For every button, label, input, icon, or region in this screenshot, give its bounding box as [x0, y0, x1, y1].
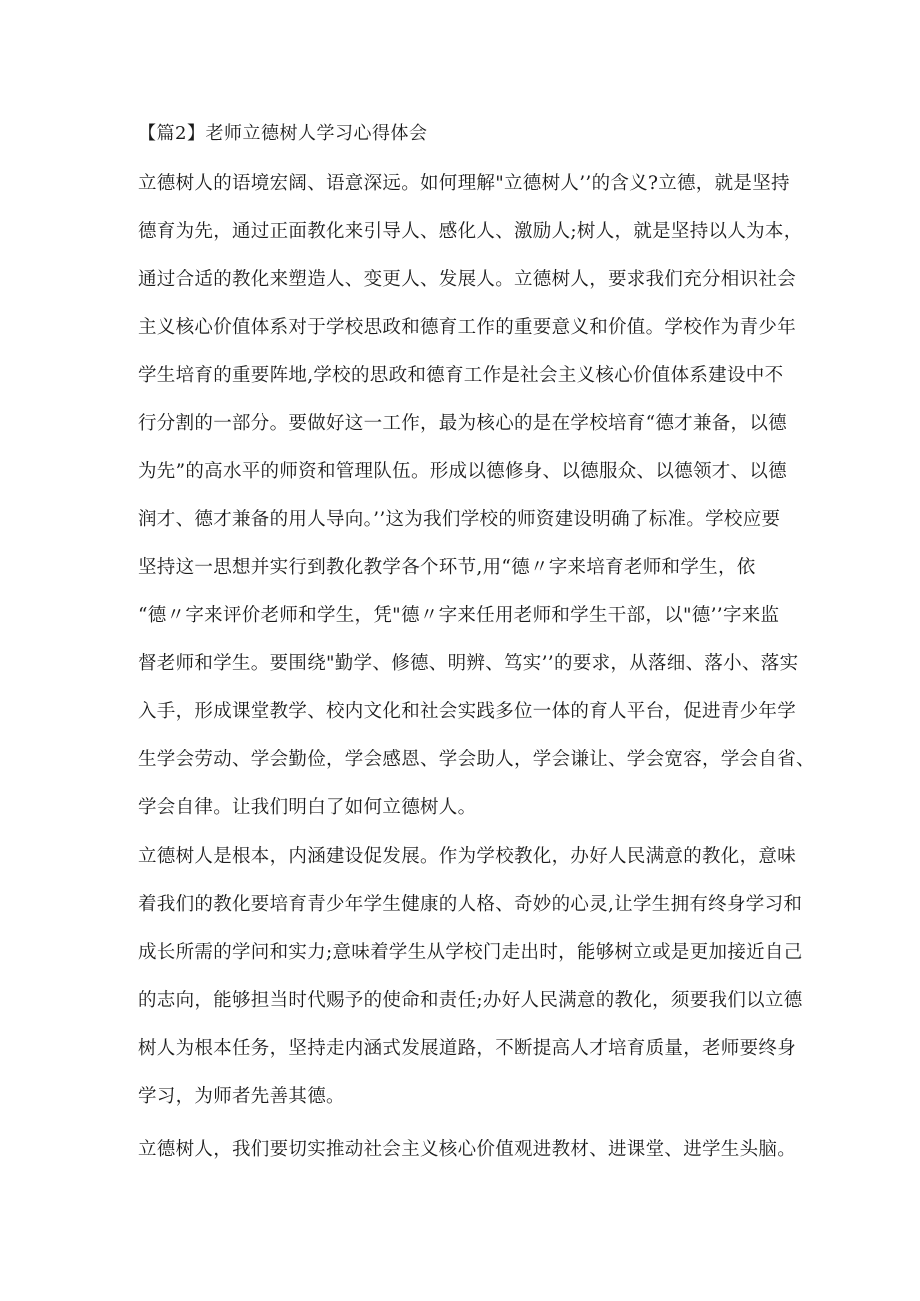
- text-line-11: 督老师和学生。要围绕"勤学、修德、明辨、笃实’’的要求，从落细、落小、落实: [138, 653, 799, 674]
- text-line-13: 生学会劳动、学会勤俭，学会感恩、学会助人，学会谦让、学会宽容，学会自省、: [138, 749, 815, 770]
- text-line-10: “德〃字来评价老师和学生，凭"德〃字来任用老师和学生干部，以"德’’字来监: [138, 605, 780, 626]
- text-line-9: 坚持这一思想并实行到教化教学各个环节,用“德〃字来培育老师和学生，依: [138, 557, 756, 578]
- text-line-20: 学习，为师者先善其德。: [138, 1086, 345, 1107]
- text-line-19: 树人为根本任务，坚持走内涵式发展道路，不断提高人才培育质量，老师要终身: [138, 1038, 797, 1059]
- text-line-16: 着我们的教化要培育青少年学生健康的人格、奇妙的心灵,让学生拥有终身学习和: [138, 894, 803, 915]
- text-line-21: 立德树人，我们要切实推动社会主义核心价值观进教材、进课堂、进学生头脑。: [138, 1139, 797, 1160]
- text-line-1: 立德树人的语境宏阔、语意深远。如何理解"立德树人’’的含义?立德，就是坚持: [138, 173, 790, 194]
- text-line-18: 的志向，能够担当时代赐予的使命和责任;办好人民满意的教化，须要我们以立德: [138, 990, 803, 1011]
- text-line-5: 学生培育的重要阵地,学校的思政和德育工作是社会主义核心价值体系建设中不: [138, 365, 784, 386]
- document-title: 【篇2】老师立德树人学习心得体会: [138, 123, 428, 144]
- text-line-2: 德育为先，通过正面教化来引导人、感化人、激励人;树人，就是坚持以人为本，: [138, 221, 803, 242]
- text-line-12: 入手，形成课堂教学、校内文化和社会实践多位一体的育人平台，促进青少年学: [138, 701, 797, 722]
- text-line-15: 立德树人是根本，内涵建设促发展。作为学校教化，办好人民满意的教化，意味: [138, 846, 797, 867]
- text-line-7: 为先”的高水平的师资和管理队伍。形成以德修身、以德服众、以德领才、以德: [138, 461, 787, 482]
- text-line-6: 行分割的一部分。要做好这一工作，最为核心的是在学校培育“德才兼备，以德: [138, 413, 787, 434]
- text-line-3: 通过合适的教化来塑造人、变更人、发展人。立德树人，要求我们充分相识社会: [138, 269, 797, 290]
- text-line-17: 成长所需的学问和实力;意味着学生从学校门走出时，能够树立或是更加接近自己: [138, 942, 803, 963]
- text-line-4: 主义核心价值体系对于学校思政和德育工作的重要意义和价值。学校作为青少年: [138, 317, 797, 338]
- text-line-8: 润才、德才兼备的用人导向。’’这为我们学校的师资建设明确了标准。学校应要: [138, 509, 781, 530]
- text-line-14: 学会自律。让我们明白了如何立德树人。: [138, 797, 477, 818]
